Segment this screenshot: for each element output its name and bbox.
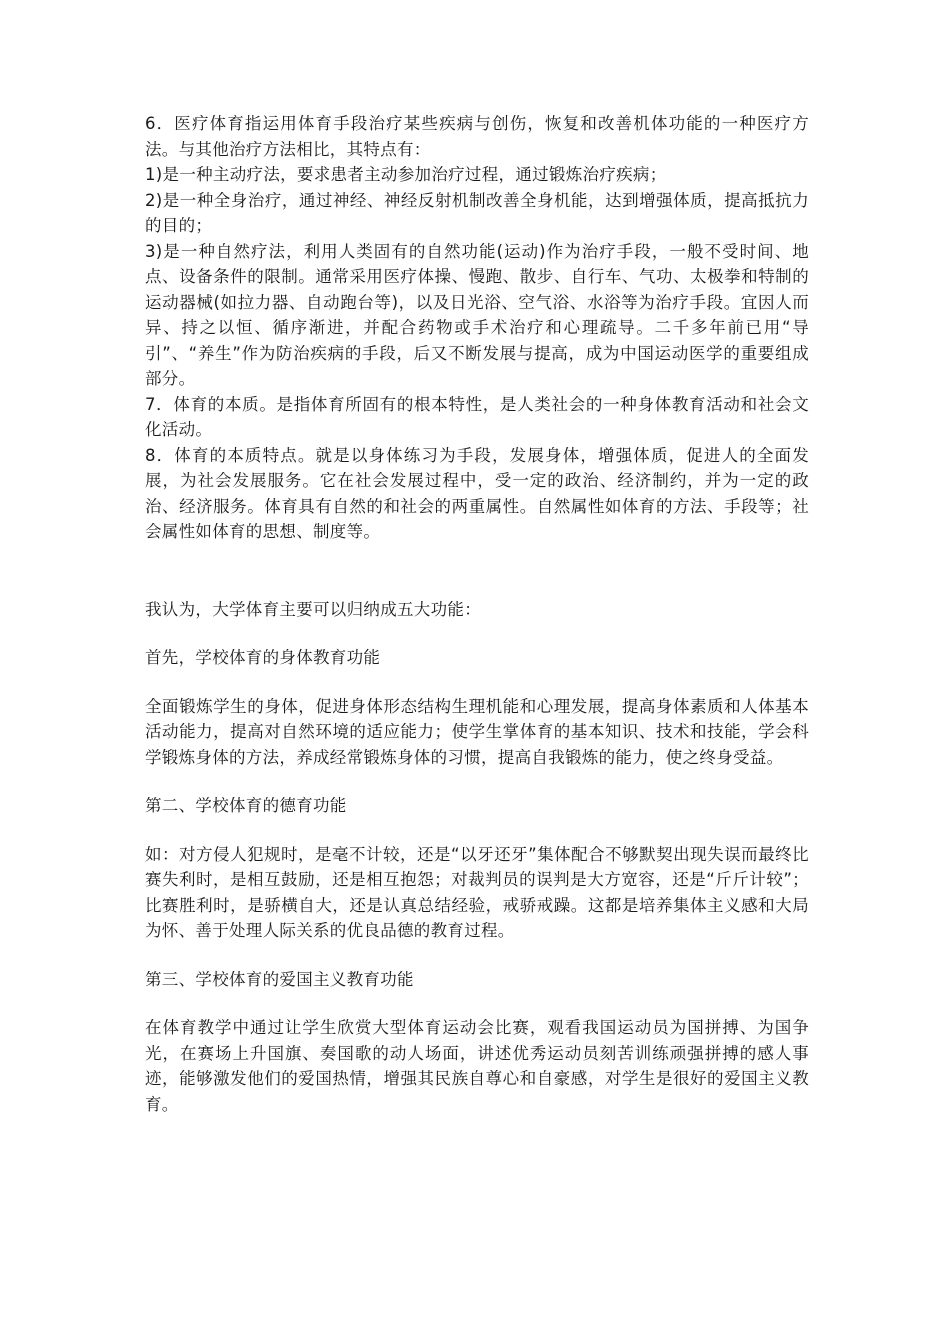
item-6-point-3: 3)是一种自然疗法，利用人类固有的自然功能(运动)作为治疗手段，一般不受时间、地点、设备条件的限制。通常采用医疗体操、慢跑、散步、自行车、气功、太极拳和特制的运动器械(如拉力器、自动跑台等)，以及日光浴、空气浴、水浴等为治疗手段。宜因人而异、持之以恒、循序渐进，并配合药物或手术治疗和心理疏导。二千多年前已用“导引”、“养生”作为防治疾病的手段，后又不断发展与提高，成为中国运动医学的重要组成部分。 (145, 241, 809, 388)
item-8-characteristics: 8．体育的本质特点。就是以身体练习为手段，发展身体，增强体质，促进人的全面发展，为社会发展服务。它在社会发展过程中，受一定的政治、经济制约，并为一定的政治、经济服务。体育具有自然的和社会的两重属性。自然属性如体育的方法、手段等；社会属性如体育的思想、制度等。 (145, 445, 809, 541)
essay-intro: 我认为，大学体育主要可以归纳成五大功能： (145, 599, 481, 619)
item-7-essence: 7．体育的本质。是指体育所固有的根本特性，是人类社会的一种身体教育活动和社会文化活动。 (145, 394, 809, 439)
essay-body-2: 如：对方侵人犯规时，是毫不计较，还是“以牙还牙”集体配合不够默契出现失误而最终比赛失利时，是相互鼓励，还是相互抱怨；对裁判员的误判是大方宽容，还是“斤斤计较”；比赛胜利时，是骄横自大，还是认真总结经验，戒骄戒躁。这都是培养集体主义感和大局为怀、善于处理人际关系的优良品德的教育过程。 (145, 844, 809, 940)
item-6-point-2: 2)是一种全身治疗，通过神经、神经反射机制改善全身机能，达到增强体质，提高抵抗力的目的； (145, 190, 809, 235)
essay-heading-2: 第二、学校体育的德育功能 (145, 796, 347, 815)
essay-heading-3: 第三、学校体育的爱国主义教育功能 (145, 969, 414, 989)
essay-heading-1: 首先，学校体育的身体教育功能 (145, 648, 381, 667)
item-6-point-1: 1)是一种主动疗法，要求患者主动参加治疗过程，通过锻炼治疗疾病； (145, 165, 667, 184)
essay-body-3: 在体育教学中通过让学生欣赏大型体育运动会比赛，观看我国运动员为国拼搏、为国争光，在赛场上升国旗、奏国歌的动人场面，讲述优秀运动员刻苦训练顽强拼搏的感人事迹，能够激发他们的爱国热情，增强其民族自尊心和自豪感，对学生是很好的爱国主义教育。 (145, 1018, 809, 1114)
item-6-medical-sports: 6．医疗体育指运用体育手段治疗某些疾病与创伤，恢复和改善机体功能的一种医疗方法。与其他治疗方法相比，其特点有： (145, 114, 809, 159)
document-page (145, 111, 809, 1117)
essay-body-1: 全面锻炼学生的身体，促进身体形态结构生理机能和心理发展，提高身体素质和人体基本活动能力，提高对自然环境的适应能力；使学生掌体育的基本知识、技术和技能，学会科学锻炼身体的方法，养成经常锻炼身体的习惯，提高自我锻炼的能力，使之终身受益。 (145, 696, 809, 767)
